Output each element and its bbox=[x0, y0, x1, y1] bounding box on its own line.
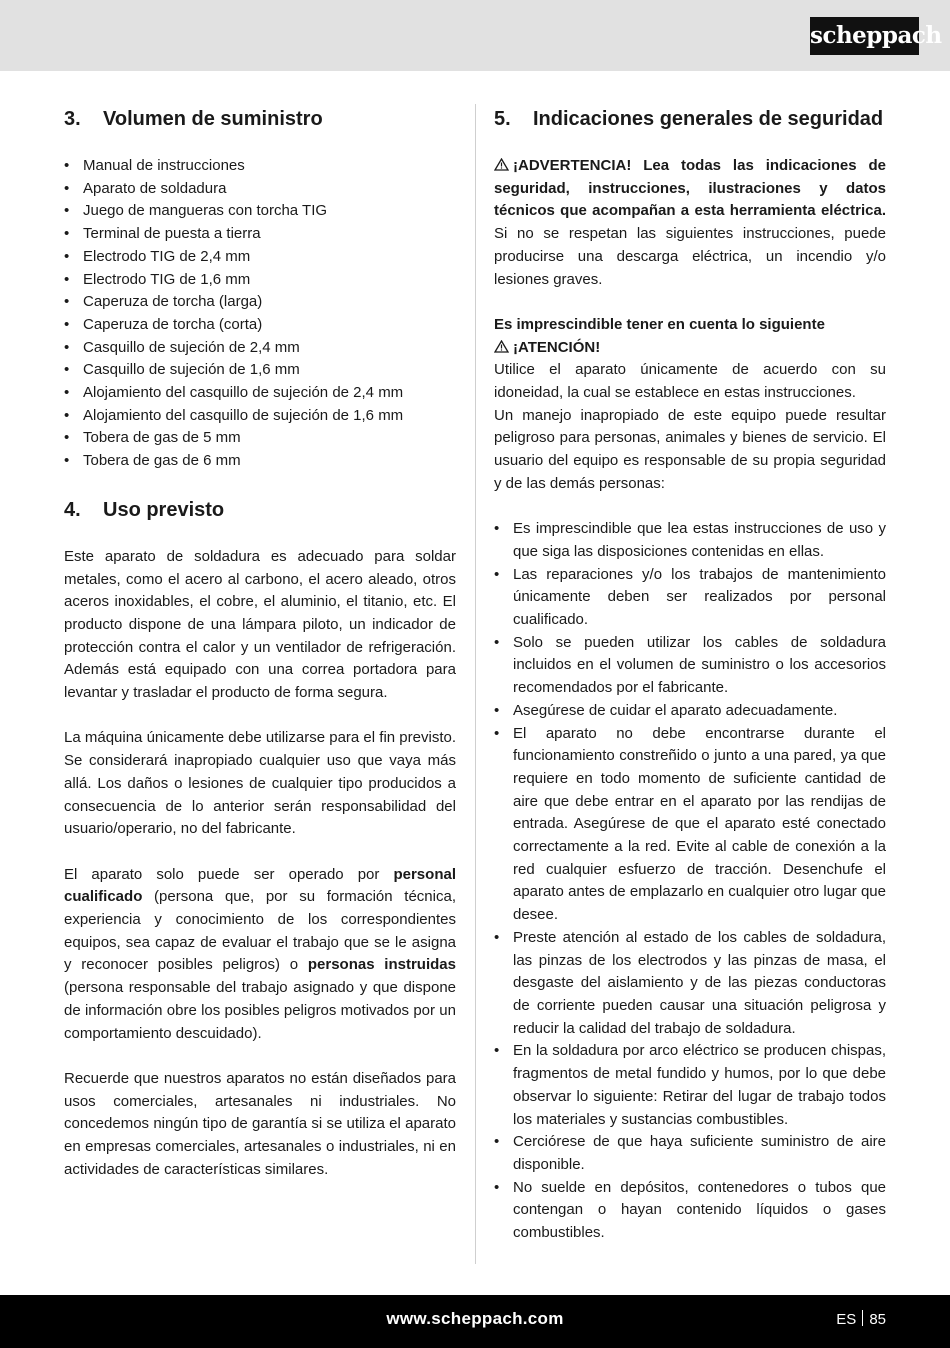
section-5-number: 5. bbox=[494, 108, 511, 130]
list-item: • Tobera de gas de 6 mm bbox=[64, 450, 456, 473]
warning-triangle-icon bbox=[494, 158, 509, 171]
list-item: • Juego de mangueras con torcha TIG bbox=[64, 200, 456, 223]
intended-use-paragraph-1: Este aparato de soldadura es adecuado para soldar metales, como el acero al carbono, el acero aleado, otros aceros inoxidables, el cobre, el aluminio, el titanio, etc. El producto dispone de una lámpara piloto, un indicador de protección contra el calor y un ventilador de refrigeración. Además está equipado con una correa portadora para levantar y trasladar el producto de forma segura. bbox=[64, 547, 456, 702]
section-4-title: Uso previsto bbox=[103, 498, 225, 521]
list-item: • Electrodo TIG de 1,6 mm bbox=[64, 269, 456, 292]
list-item: • En la soldadura por arco eléctrico se producen chispas, fragmentos de metal fundido y humos, por lo que debe observar lo siguiente: Retirar del lugar de trabajo todos los materiales y sustancias combustibles. bbox=[494, 1040, 886, 1131]
page-number: 85 bbox=[869, 1311, 886, 1328]
intended-use-paragraph-2: La máquina únicamente debe utilizarse para el fin previsto. Se considerará inapropiado cualquier uso que vaya más allá. Los daños o lesiones de cualquier tipo producidos a consecuencia de lo anterior serán responsabilidad del usuario/operario, no del fabricante. bbox=[64, 729, 456, 838]
list-item: • Es imprescindible que lea estas instrucciones de uso y que siga las disposiciones contenidas en ellas. bbox=[494, 518, 886, 563]
list-item: • El aparato no debe encontrarse durante el funcionamiento constreñido o junto a una pared, ya que requiere en todo momento de suficiente cantidad de aire que debe entrar en el aparato por las rendijas de entrada. Asegúrese de que el aparato esté conectado correctamente a la red. Evite al cable de conexión a la red cualquier esfuerzo de tracción. Desenchufe el aparato antes de emplazarlo en cualquier otro lugar que desee. bbox=[494, 723, 886, 927]
list-item: • Terminal de puesta a tierra bbox=[64, 223, 456, 246]
list-item: • Aparato de soldadura bbox=[64, 178, 456, 201]
list-item: • Cerciórese de que haya suficiente suministro de aire disponible. bbox=[494, 1131, 886, 1176]
list-item: • Las reparaciones y/o los trabajos de mantenimiento únicamente deben ser realizados por personal cualificado. bbox=[494, 564, 886, 632]
warning-paragraph: ¡ADVERTENCIA! Lea todas las indicaciones de seguridad, instrucciones, ilustraciones y datos técnicos que acompañan a esta herramienta eléctrica. Si no se respetan las siguientes instrucciones, puede producirse una descarga eléctrica, un incendio y/o lesiones graves. bbox=[494, 157, 886, 288]
header-bar bbox=[0, 0, 950, 71]
section-4-heading bbox=[64, 495, 456, 525]
section-5-title: Indicaciones generales de seguridad bbox=[533, 108, 884, 130]
attention-label: ¡ATENCIÓN! bbox=[494, 337, 886, 360]
list-item: • Manual de instrucciones bbox=[64, 155, 456, 178]
warning-bold-text: ¡ADVERTENCIA! Lea todas las indicaciones de seguridad, instrucciones, ilustraciones y datos técnicos que acompañan a esta herramienta eléctrica. bbox=[494, 157, 886, 220]
list-item: • Solo se pueden utilizar los cables de soldadura incluidos en el volumen de suministro o los accesorios recomendados por el fabricante. bbox=[494, 632, 886, 700]
left-column bbox=[64, 104, 456, 1181]
list-item: • Asegúrese de cuidar el aparato adecuadamente. bbox=[494, 700, 886, 723]
supply-list bbox=[64, 155, 456, 473]
list-item: • Caperuza de torcha (larga) bbox=[64, 291, 456, 314]
intended-use-paragraph-3: El aparato solo puede ser operado por personal cualificado (persona que, por su formación técnica, experiencia y conocimiento de los correspondientes equipos, sea capaz de evaluar el trabajo que se le asigna y reconocer posibles peligros) o personas instruidas (persona responsable del trabajo asignado y que dispone de información obre los posibles peligros motivados por un comportamiento descuidado). bbox=[64, 865, 456, 1042]
column-divider bbox=[475, 104, 476, 1264]
important-heading: Es imprescindible tener en cuenta lo siguiente bbox=[494, 315, 825, 333]
list-item: • Casquillo de sujeción de 1,6 mm bbox=[64, 359, 456, 382]
list-item: • Tobera de gas de 5 mm bbox=[64, 427, 456, 450]
list-item: • Alojamiento del casquillo de sujeción de 2,4 mm bbox=[64, 382, 456, 405]
handling-text: Un manejo inapropiado de este equipo puede resultar peligroso para personas, animales y bienes de servicio. El usuario del equipo es responsable de su propia seguridad y de las demás personas: bbox=[494, 406, 886, 492]
section-3-number: 3. bbox=[64, 108, 81, 130]
attention-text: Utilice el aparato únicamente de acuerdo con su idoneidad, la cual se establece en estas instrucciones. bbox=[494, 361, 886, 402]
list-item: • Alojamiento del casquillo de sujeción de 1,6 mm bbox=[64, 405, 456, 428]
list-item: • No suelde en depósitos, contenedores o tubos que contengan o hayan contenido líquidos o gases combustibles. bbox=[494, 1177, 886, 1245]
footer-bar bbox=[0, 1295, 950, 1348]
warning-triangle-icon bbox=[494, 340, 509, 353]
intended-use-paragraph-4: Recuerde que nuestros aparatos no están diseñados para usos comerciales, artesanales ni industriales. No concedemos ningún tipo de garantía si se utiliza el aparato en empresas comerciales, artesanales o industriales, ni en actividades de características similares. bbox=[64, 1069, 456, 1178]
right-column bbox=[494, 104, 886, 1245]
section-3-title: Volumen de suministro bbox=[103, 108, 323, 130]
safety-list bbox=[494, 518, 886, 1245]
language-code: ES bbox=[836, 1311, 857, 1328]
section-3-heading bbox=[64, 104, 456, 134]
instructed-persons-term: personas instruidas bbox=[307, 956, 456, 974]
list-item: • Caperuza de torcha (corta) bbox=[64, 314, 456, 337]
section-5-heading bbox=[494, 104, 886, 134]
website-link[interactable]: www.scheppach.com bbox=[386, 1309, 564, 1328]
list-item: • Casquillo de sujeción de 2,4 mm bbox=[64, 337, 456, 360]
list-item: • Electrodo TIG de 2,4 mm bbox=[64, 246, 456, 269]
section-4-number: 4. bbox=[64, 498, 81, 521]
brand-logo: scheppach bbox=[810, 17, 919, 55]
list-item: • Preste atención al estado de los cables de soldadura, las pinzas de los electrodos y las pinzas de masa, el desgaste del aislamiento y de las piezas conductoras de corriente pueden causar una situación peligrosa y reducir la calidad del trabajo de soldadura. bbox=[494, 927, 886, 1041]
page-indicator bbox=[836, 1310, 886, 1328]
qualified-staff-term: personal cualificado bbox=[64, 865, 456, 906]
